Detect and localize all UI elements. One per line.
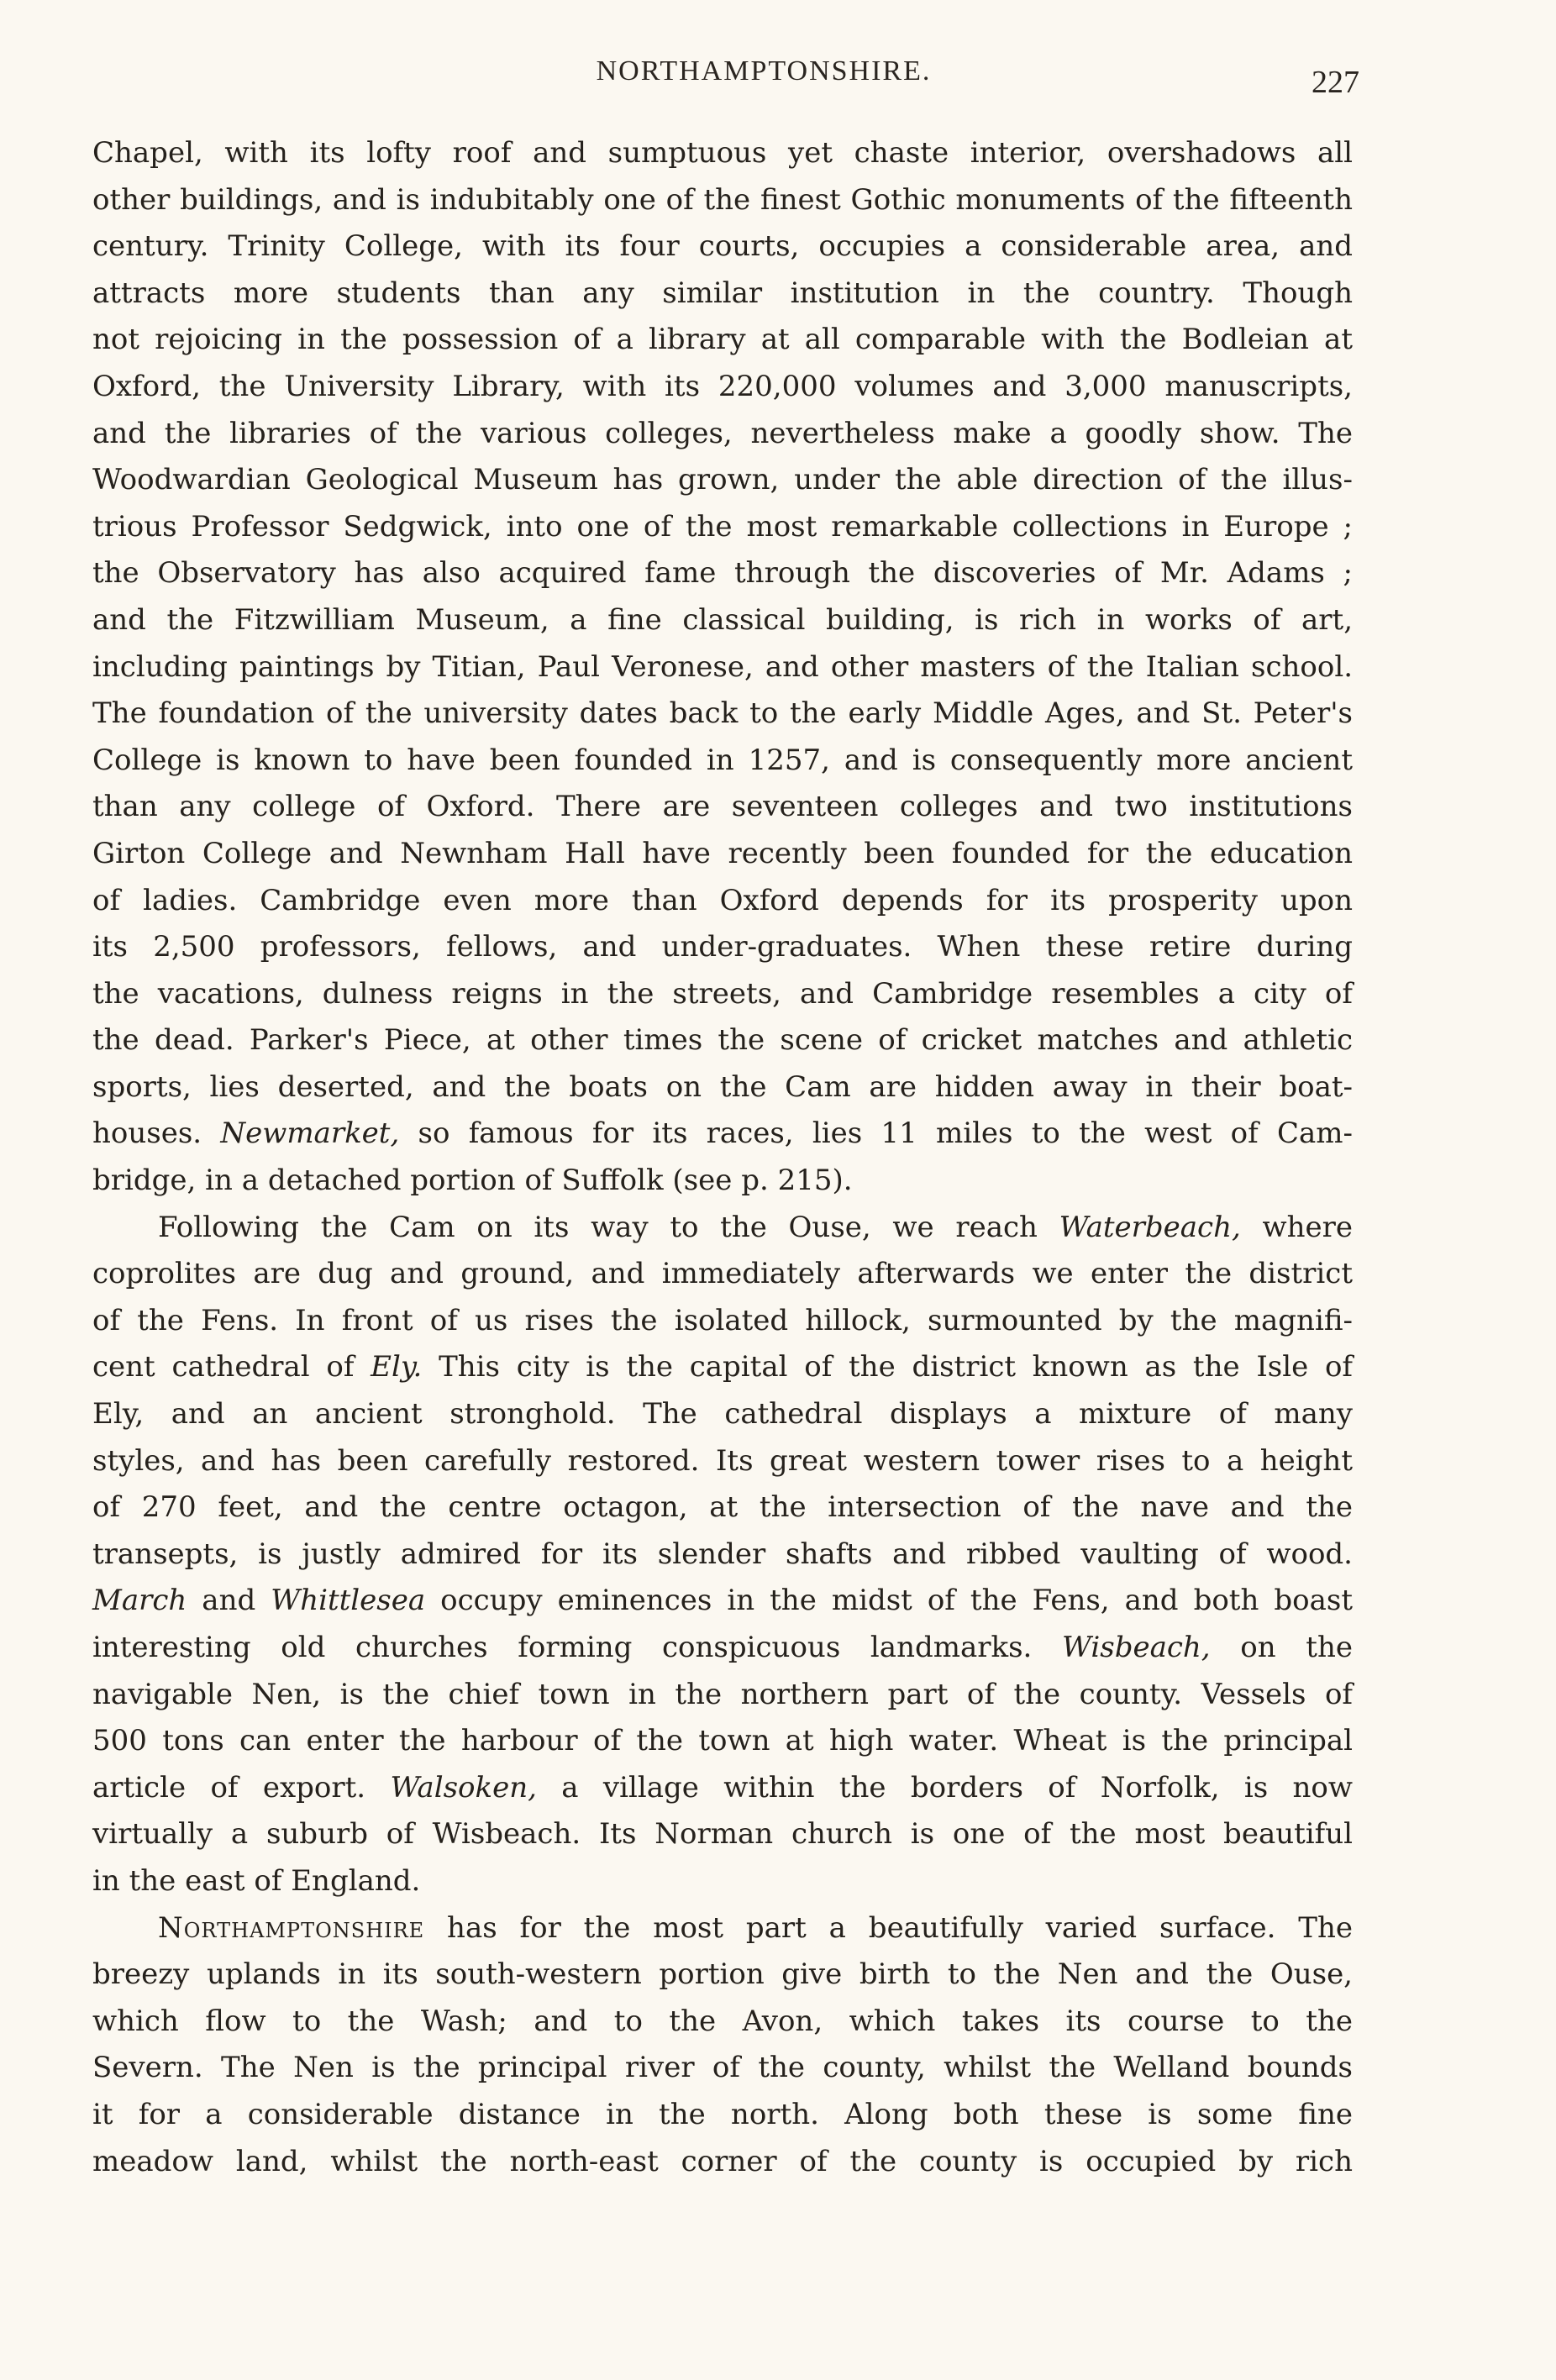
text-line: of 270 feet, and the centre octagon, at the intersection of the nave and the [92,1490,1353,1525]
text-run: interesting old churches forming conspicuous landmarks. [92,1631,1063,1664]
text-line: sports, lies deserted, and the boats on the Cam are hidden away in their boat- [92,1069,1353,1104]
text-line [92,1344,1353,1391]
running-head: NORTHAMPTONSHIRE. [596,55,932,87]
text-line: not rejoicing in the possession of a library at all comparable with the Bodleian at [92,323,1353,357]
text-line: 500 tons can enter the harbour of the town at high water. Wheat is the principal [92,1724,1353,1758]
text-run: and [187,1584,271,1618]
text-line: which flow to the Wash; and to the Avon, which takes its course to the [92,2004,1353,2038]
text-line: breezy uplands in its south-western portion give birth to the Nen and the Ouse, [92,1957,1353,1992]
text-line: virtually a suburb of Wisbeach. Its Norman church is one of the most beautiful [92,1817,1353,1852]
text-run: where [1240,1210,1353,1244]
text-line: of ladies. Cambridge even more than Oxford depends for its prosperity upon [92,883,1353,917]
body-text [92,130,1353,2185]
text-run: has for the most part a beautifully varied surface. The [424,1910,1353,1945]
text-line: transepts, is justly admired for its slender shafts and ribbed vaulting of wood. [92,1537,1353,1571]
text-run: article of export. [92,1770,391,1805]
text-line: of the Fens. In front of us rises the isolated hillock, surmounted by the magnifi- [92,1303,1353,1337]
text-line: Severn. The Nen is the principal river of the county, whilst the Welland bounds [92,2051,1353,2085]
text-line: styles, and has been carefully restored. Its great western tower rises to a height [92,1443,1353,1478]
place-name-wisbeach: Wisbeach, [1062,1631,1211,1664]
text-line: its 2,500 professors, fellows, and under-graduates. When these retire during [92,930,1353,964]
text-run: This city is the capital of the district known as the Isle of [422,1350,1354,1384]
place-name-ely: Ely. [371,1350,423,1384]
text-line: the dead. Parker's Piece, at other times the scene of cricket matches and athletic [92,1023,1353,1058]
text-line: coprolites are dug and ground, and immediately afterwards we enter the district [92,1257,1353,1291]
text-line [92,1578,1353,1625]
text-line: other buildings, and is indubitably one of the finest Gothic monuments of the fifteenth [92,182,1353,217]
text-line [92,1905,1353,1952]
text-run: so famous for its races, lies 11 miles to the west of Cam- [399,1116,1353,1151]
place-name-march: March [92,1584,187,1618]
text-line: attracts more students than any similar institution in the country. Though [92,276,1353,310]
text-run: cent cathedral of [92,1350,371,1384]
text-run: houses. [92,1116,221,1151]
text-line: and the Fitzwilliam Museum, a fine classical building, is rich in works of art, [92,602,1353,637]
text-line: meadow land, whilst the north-east corner of the county is occupied by rich [92,2144,1353,2178]
text-line: the Observatory has also acquired fame through the discoveries of Mr. Adams ; [92,556,1353,591]
place-name-waterbeach: Waterbeach, [1059,1210,1241,1244]
paragraph-northamptonshire [92,1905,1353,2186]
text-line: in the east of England. [92,1863,421,1898]
text-run: Following the Cam on its way to the Ouse, we reach [158,1210,1059,1244]
text-line: bridge, in a detached portion of Suffolk (see p. 215). [92,1164,853,1198]
text-line: the vacations, dulness reigns in the streets, and Cambridge resembles a city of [92,976,1353,1011]
paragraph-cambridge [92,130,1353,1205]
text-run: on the [1210,1631,1353,1664]
text-line: Chapel, with its lofty roof and sumptuous yet chaste interior, overshadows all [92,136,1353,170]
text-line: including paintings by Titian, Paul Veronese, and other masters of the Italian school. [92,649,1353,684]
text-line: Girton College and Newnham Hall have recently been founded for the education [92,836,1353,870]
text-line: than any college of Oxford. There are seventeen colleges and two institutions [92,790,1353,824]
text-line: Oxford, the University Library, with its 220,000 volumes and 3,000 manuscripts, [92,369,1353,403]
paragraph-fens [92,1205,1353,1905]
page-number: 227 [1312,65,1359,100]
text-line [92,1111,1353,1158]
text-line: The foundation of the university dates back to the early Middle Ages, and St. Peter's [92,696,1353,731]
text-line: Ely, and an ancient stronghold. The cathedral displays a mixture of many [92,1397,1353,1432]
text-line [92,1625,1353,1672]
text-line: it for a considerable distance in the north. Along both these is some fine [92,2097,1353,2131]
text-line: and the libraries of the various colleges, nevertheless make a goodly show. The [92,416,1353,450]
text-line [92,1205,1353,1252]
text-line: trious Professor Sedgwick, into one of the most remarkable collections in Europe ; [92,509,1353,544]
place-name-newmarket: Newmarket, [220,1116,400,1151]
place-name-walsoken: Walsoken, [390,1770,537,1805]
text-line: century. Trinity College, with its four courts, occupies a considerable area, and [92,229,1353,264]
text-run: a village within the borders of Norfolk, is now [536,1770,1353,1805]
text-line: Woodwardian Geological Museum has grown, under the able direction of the illus- [92,463,1353,497]
page-header [168,55,1359,106]
text-run: occupy eminences in the midst of the Fens, and both boast [425,1584,1353,1618]
section-keyword: Northamptonshire [158,1910,425,1945]
text-line: navigable Nen, is the chief town in the northern part of the county. Vessels of [92,1677,1353,1711]
place-name-whittlesea: Whittlesea [271,1584,426,1618]
text-line: College is known to have been founded in 1257, and is consequently more ancient [92,743,1353,777]
text-line [92,1765,1353,1812]
